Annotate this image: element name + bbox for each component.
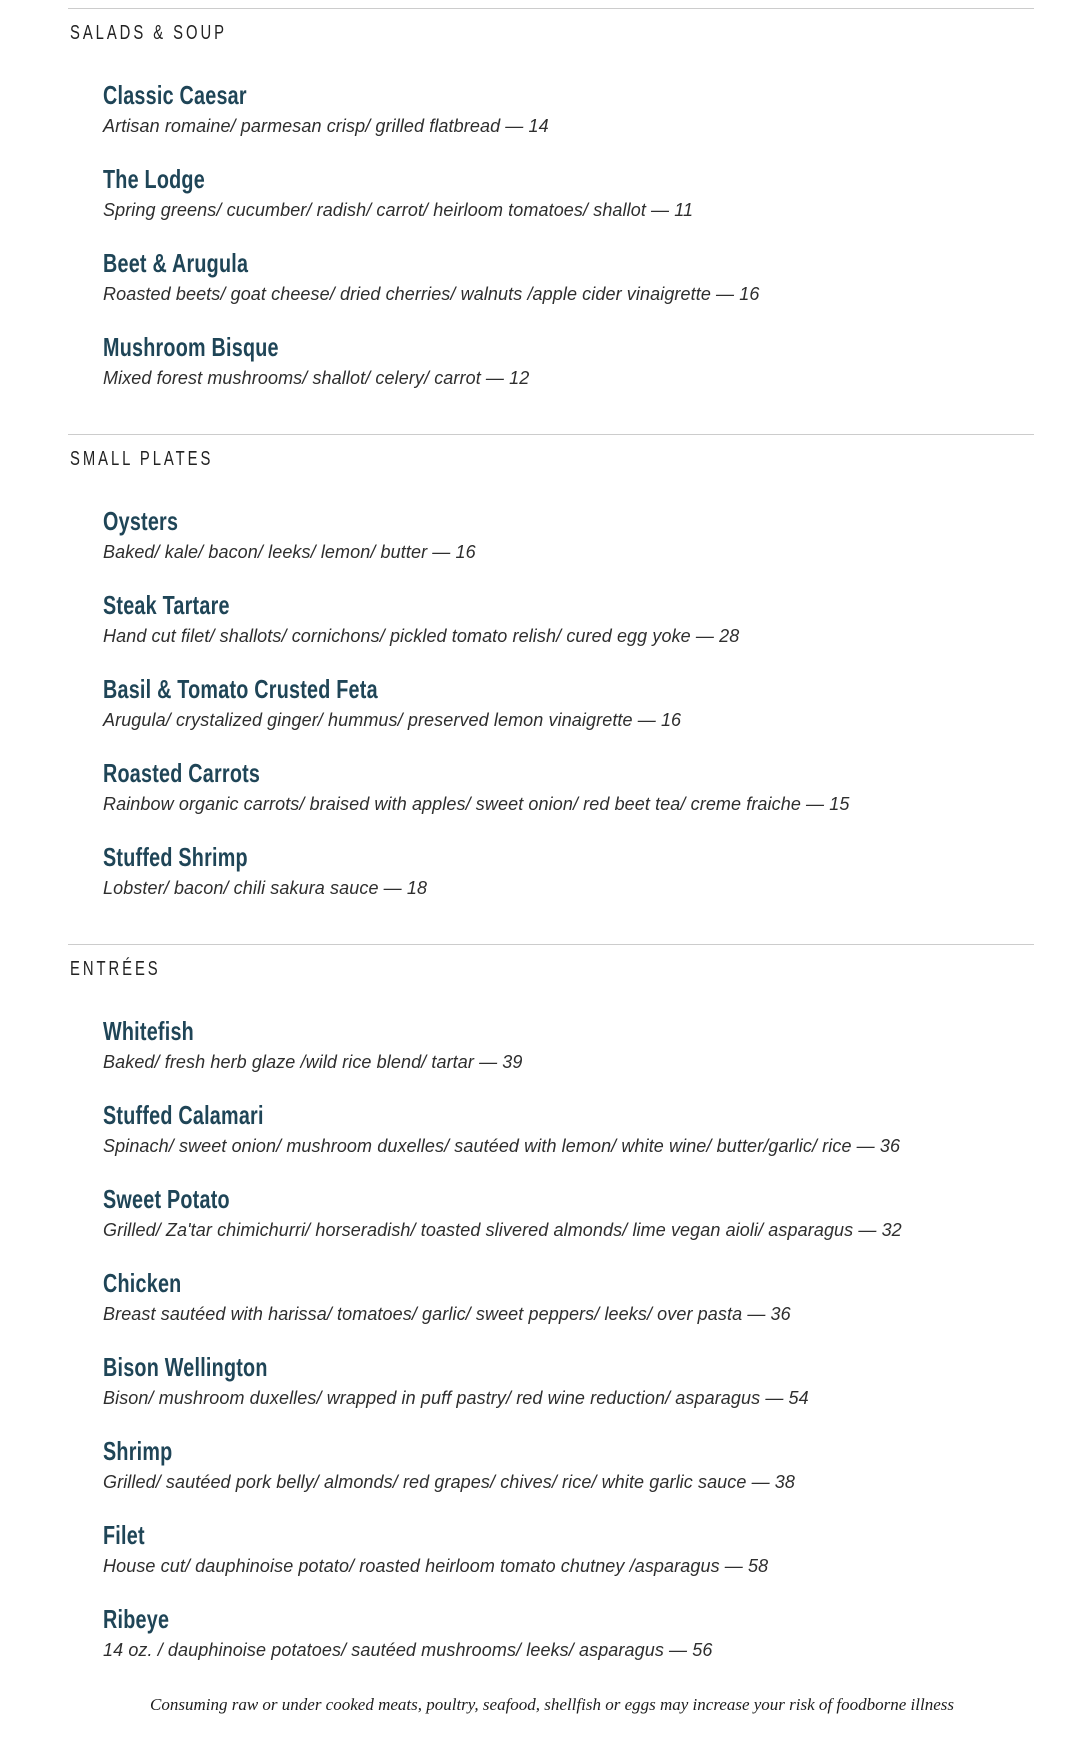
- menu-item-name-text: Stuffed Calamari: [103, 1100, 264, 1130]
- menu-item-description: Hand cut filet/ shallots/ cornichons/ pickled tomato relish/ cured egg yoke — 28: [103, 626, 740, 646]
- menu-item-name: [103, 1434, 1034, 1468]
- section-title-text: SALADS & SOUP: [70, 22, 227, 44]
- menu-item-description: House cut/ dauphinoise potato/ roasted heirloom tomato chutney /asparagus — 58: [103, 1556, 769, 1576]
- menu-item-name: [103, 1602, 1034, 1636]
- menu-item-name-text: The Lodge: [103, 164, 205, 194]
- menu-item-name: [103, 246, 1034, 280]
- menu-item-name-text: Steak Tartare: [103, 590, 230, 620]
- menu-item: [103, 1518, 1034, 1578]
- menu-item: [103, 588, 1034, 648]
- menu-item-name: [103, 1098, 1034, 1132]
- menu-item-name: [103, 1014, 1034, 1048]
- menu-item-name: [103, 504, 1034, 538]
- foodborne-illness-disclaimer: Consuming raw or under cooked meats, poultry, seafood, shellfish or eggs may increase your risk of foodborne illness: [150, 1695, 954, 1714]
- menu-item-description: Roasted beets/ goat cheese/ dried cherries/ walnuts /apple cider vinaigrette — 16: [103, 284, 760, 304]
- menu-item-name: [103, 330, 1034, 364]
- menu-item: [103, 1350, 1034, 1410]
- menu-item-description: Bison/ mushroom duxelles/ wrapped in puff pastry/ red wine reduction/ asparagus — 54: [103, 1388, 809, 1408]
- section-title: [70, 955, 1034, 983]
- menu-item-description: Baked/ kale/ bacon/ leeks/ lemon/ butter — 16: [103, 542, 476, 562]
- section-divider: [68, 434, 1034, 435]
- menu-item-name-text: Sweet Potato: [103, 1184, 230, 1214]
- menu-item-name: [103, 78, 1034, 112]
- menu-item-description: Grilled/ Za'tar chimichurri/ horseradish/ toasted slivered almonds/ lime vegan aioli/ asparagus — 32: [103, 1220, 902, 1240]
- menu: [70, 8, 1034, 1662]
- menu-item-name-text: Classic Caesar: [103, 80, 247, 110]
- menu-item-description: 14 oz. / dauphinoise potatoes/ sautéed mushrooms/ leeks/ asparagus — 56: [103, 1640, 713, 1660]
- menu-item: [103, 1098, 1034, 1158]
- menu-item: [103, 840, 1034, 900]
- menu-item: [103, 246, 1034, 306]
- menu-section: [70, 8, 1034, 390]
- menu-item-name-text: Stuffed Shrimp: [103, 842, 248, 872]
- menu-item: [103, 1182, 1034, 1242]
- menu-item-description: Arugula/ crystalized ginger/ hummus/ preserved lemon vinaigrette — 16: [103, 710, 682, 730]
- menu-item-name: [103, 1350, 1034, 1384]
- menu-item-name-text: Chicken: [103, 1268, 182, 1298]
- menu-item-name: [103, 1182, 1034, 1216]
- menu-item: [103, 1602, 1034, 1662]
- menu-item-description: Breast sautéed with harissa/ tomatoes/ garlic/ sweet peppers/ leeks/ over pasta — 36: [103, 1304, 791, 1324]
- section-divider: [68, 8, 1034, 9]
- section-divider: [68, 944, 1034, 945]
- menu-item-name-text: Roasted Carrots: [103, 758, 261, 788]
- menu-item-name-text: Beet & Arugula: [103, 248, 249, 278]
- menu-item-name-text: Bison Wellington: [103, 1352, 268, 1382]
- menu-item-description: Baked/ fresh herb glaze /wild rice blend/ tartar — 39: [103, 1052, 523, 1072]
- menu-item-name-text: Filet: [103, 1520, 145, 1550]
- menu-item-description: Rainbow organic carrots/ braised with apples/ sweet onion/ red beet tea/ creme fraiche — 15: [103, 794, 850, 814]
- menu-item-name: [103, 672, 1034, 706]
- menu-item-name: [103, 1518, 1034, 1552]
- menu-item-description: Spring greens/ cucumber/ radish/ carrot/ heirloom tomatoes/ shallot — 11: [103, 200, 694, 220]
- footer: [70, 1694, 1034, 1716]
- menu-item: [103, 504, 1034, 564]
- menu-item-name-text: Ribeye: [103, 1604, 170, 1634]
- menu-item-name: [103, 1266, 1034, 1300]
- menu-item-description: Grilled/ sautéed pork belly/ almonds/ red grapes/ chives/ rice/ white garlic sauce — 38: [103, 1472, 796, 1492]
- section-title: [70, 19, 1034, 47]
- menu-item-name: [103, 840, 1034, 874]
- menu-item-name: [103, 756, 1034, 790]
- section-items: [103, 47, 1034, 390]
- menu-item-description: Artisan romaine/ parmesan crisp/ grilled flatbread — 14: [103, 116, 549, 136]
- menu-item-description: Lobster/ bacon/ chili sakura sauce — 18: [103, 878, 428, 898]
- menu-item-name-text: Whitefish: [103, 1016, 194, 1046]
- menu-item-name-text: Mushroom Bisque: [103, 332, 279, 362]
- menu-section: [70, 434, 1034, 900]
- menu-item-name-text: Basil & Tomato Crusted Feta: [103, 674, 378, 704]
- menu-item-name-text: Shrimp: [103, 1436, 173, 1466]
- section-title-text: ENTRÉES: [70, 958, 161, 980]
- menu-item: [103, 78, 1034, 138]
- menu-item: [103, 1434, 1034, 1494]
- menu-item: [103, 672, 1034, 732]
- section-title-text: SMALL PLATES: [70, 448, 214, 470]
- menu-item-name: [103, 588, 1034, 622]
- section-items: [103, 473, 1034, 900]
- menu-item-name-text: Oysters: [103, 506, 179, 536]
- menu-item-description: Spinach/ sweet onion/ mushroom duxelles/ sautéed with lemon/ white wine/ butter/garlic/ rice — 36: [103, 1136, 901, 1156]
- section-items: [103, 983, 1034, 1662]
- menu-section: [70, 944, 1034, 1662]
- menu-item-name: [103, 162, 1034, 196]
- menu-item: [103, 1014, 1034, 1074]
- menu-item: [103, 1266, 1034, 1326]
- menu-item: [103, 330, 1034, 390]
- menu-item: [103, 756, 1034, 816]
- menu-item-description: Mixed forest mushrooms/ shallot/ celery/ carrot — 12: [103, 368, 530, 388]
- section-title: [70, 445, 1034, 473]
- menu-item: [103, 162, 1034, 222]
